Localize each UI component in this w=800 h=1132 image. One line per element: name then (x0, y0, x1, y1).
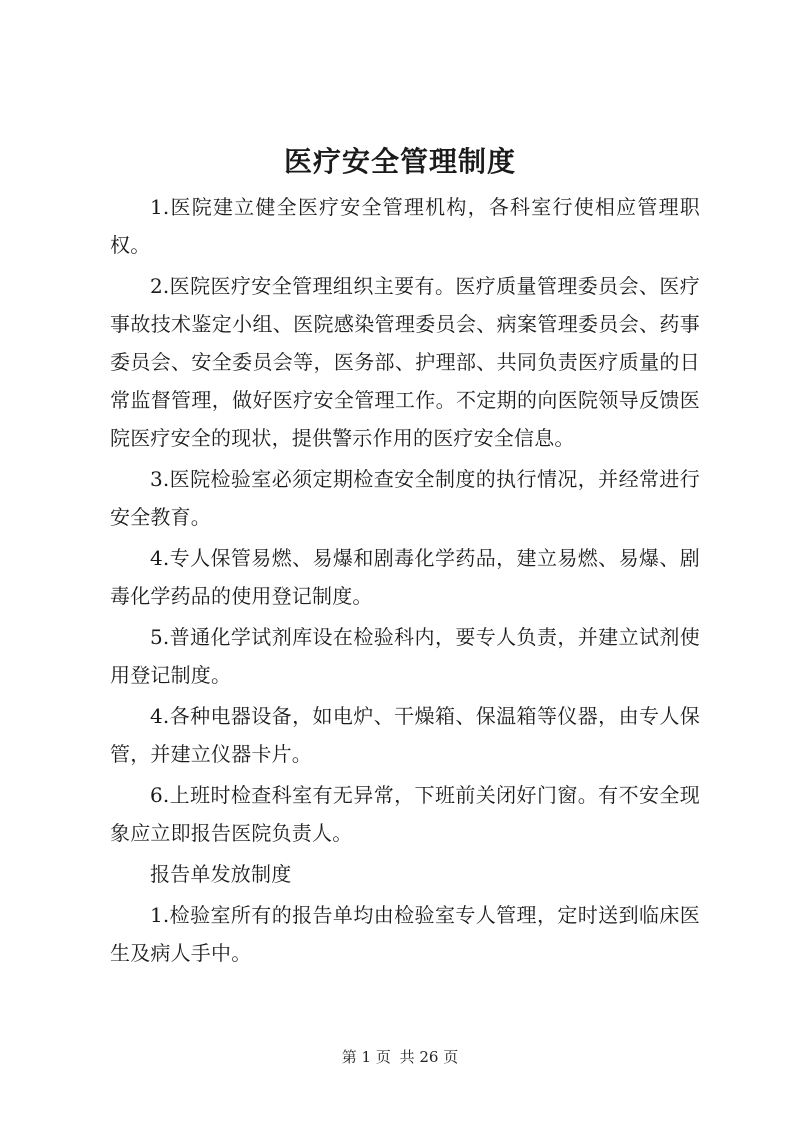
document-body (110, 188, 700, 975)
document-title: 医疗安全管理制度 (283, 145, 516, 178)
paragraph-7: 6.上班时检查科室有无异常，下班前关闭好门窗。有不安全现象应立即报告医院负责人。 (110, 783, 700, 845)
paragraph-6: 4.各种电器设备，如电炉、干燥箱、保温箱等仪器，由专人保管，并建立仪器卡片。 (110, 704, 700, 766)
paragraph-3: 3.医院检验室必须定期检查安全制度的执行情况，并经常进行安全教育。 (110, 467, 700, 529)
paragraph-1: 1.医院建立健全医疗安全管理机构，各科室行使相应管理职权。 (110, 195, 700, 257)
section-heading-report: 报告单发放制度 (150, 862, 292, 886)
paragraph-4: 4.专人保管易燃、易爆和剧毒化学药品，建立易燃、易爆、剧毒化学药品的使用登记制度。 (110, 546, 700, 608)
page-total: 共 26 页 (399, 1048, 459, 1066)
paragraph-5: 5.普通化学试剂库设在检验科内，要专人负责，并建立试剂使用登记制度。 (110, 625, 700, 687)
paragraph-2: 2.医院医疗安全管理组织主要有。医疗质量管理委员会、医疗事故技术鉴定小组、医院感染管理委员会、病案管理委员会、药事委员会、安全委员会等，医务部、护理部、共同负责医疗质量的日常监督管理，做好医疗安全管理工作。不定期的向医院领导反馈医院医疗安全的现状，提供警示作用的医疗安全信息。 (110, 274, 700, 450)
page-number: 第 1 页 (341, 1048, 391, 1066)
paragraph-9: 1.检验室所有的报告单均由检验室专人管理，定时送到临床医生及病人手中。 (110, 903, 700, 965)
page-footer (0, 1046, 800, 1067)
